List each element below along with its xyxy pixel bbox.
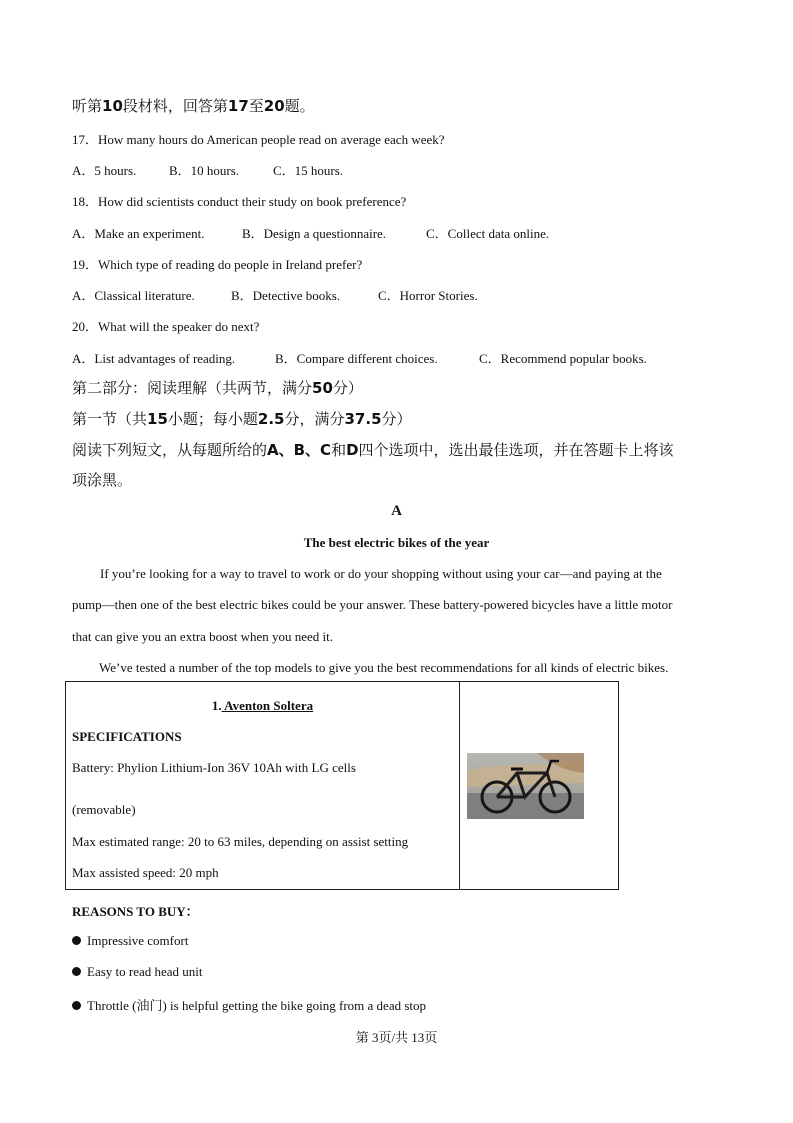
spec-speed: Max assisted speed: 20 mph (72, 865, 219, 880)
option-c[interactable]: C．15 hours. (273, 163, 344, 178)
list-item (72, 933, 188, 949)
paragraph-line: If you’re looking for a way to travel to work or do your shopping without using your car—and paying at the (100, 566, 662, 581)
instr-a: 阅读下列短文，从每题所给的 (72, 441, 268, 459)
spec-cell (66, 682, 460, 890)
page-footer: 第 3页/共 13页 (355, 1030, 438, 1045)
question-options (72, 348, 647, 367)
instr-b: A、B、C (267, 441, 332, 459)
part2-heading-c: 分） (332, 379, 363, 397)
list-item-text: Easy to read head unit (87, 964, 203, 979)
paragraph-line: pump—then one of the best electric bikes could be your answer. These battery-powered bicycles have a little motor (72, 597, 673, 612)
option-b[interactable]: B．Design a questionnaire. (242, 226, 387, 241)
instructions-line2: 项涂黑。 (72, 471, 133, 489)
intro-mid1: 段材料，回答第 (122, 97, 228, 115)
spec-battery: Battery: Phylion Lithium-Ion 36V 10Ah with LG cells (72, 760, 356, 775)
s1-g: 分） (381, 410, 412, 428)
bullet-icon (72, 936, 81, 945)
instr-d: D (346, 441, 359, 459)
part2-heading-a: 第二部分：阅读理解（共两节，满分 (72, 379, 313, 397)
question-stem: 18．How did scientists conduct their study on book preference? (72, 194, 407, 209)
question-options (72, 223, 549, 242)
intro-num3: 20 (263, 97, 285, 115)
s1-e: 分，满分 (284, 410, 345, 428)
spec-heading: SPECIFICATIONS (72, 729, 182, 744)
section-intro (72, 95, 315, 116)
option-a[interactable]: A．5 hours. (72, 163, 137, 178)
paragraph-line: We’ve tested a number of the top models to give you the best recommendations for all kinds of electric bikes. (99, 660, 669, 675)
question-stem: 17．How many hours do American people read on average each week? (72, 132, 445, 147)
passage-letter: A (391, 503, 402, 519)
instructions-line1 (72, 439, 674, 460)
option-b[interactable]: B．Compare different choices. (275, 351, 438, 366)
intro-mid2: 至 (248, 97, 264, 115)
bullet-icon (72, 1001, 81, 1010)
list-item-text: Impressive comfort (87, 933, 189, 948)
option-c[interactable]: C．Horror Stories. (378, 288, 478, 303)
question-options (72, 160, 343, 179)
passage-title: The best electric bikes of the year (303, 535, 490, 550)
instr-e: 四个选项中，选出最佳选项，并在答题卡上将该 (358, 441, 674, 459)
product-name: Aventon Soltera (221, 698, 314, 713)
product-title (66, 698, 459, 714)
list-item-text: Throttle (油门) is helpful getting the bike going from a dead stop (87, 998, 427, 1013)
spec-removable: (removable) (72, 802, 136, 817)
spec-table (65, 681, 619, 890)
list-item (72, 964, 203, 980)
s1-c: 小题；每小题 (167, 410, 258, 428)
option-c[interactable]: C．Recommend popular books. (479, 351, 647, 366)
question-stem: 19．Which type of reading do people in Ireland prefer? (72, 257, 363, 272)
s1-d: 2.5 (257, 410, 285, 428)
s1-b: 15 (147, 410, 168, 428)
option-a[interactable]: A．List advantages of reading. (72, 351, 236, 366)
question-options (72, 285, 478, 304)
list-item (72, 995, 426, 1014)
part2-heading-b: 50 (312, 379, 333, 397)
intro-prefix: 听第 (72, 97, 103, 115)
product-number: 1. (211, 698, 222, 713)
intro-num2: 17 (227, 97, 249, 115)
paragraph-line: that can give you an extra boost when you need it. (72, 629, 334, 644)
intro-suffix: 题。 (284, 97, 315, 115)
intro-num1: 10 (102, 97, 123, 115)
option-a[interactable]: A．Make an experiment. (72, 226, 205, 241)
instr-c: 和 (331, 441, 347, 459)
reasons-heading: REASONS TO BUY： (72, 904, 199, 919)
option-b[interactable]: B．Detective books. (231, 288, 341, 303)
option-b[interactable]: B．10 hours. (169, 163, 240, 178)
spec-range: Max estimated range: 20 to 63 miles, depending on assist setting (72, 834, 409, 849)
option-c[interactable]: C．Collect data online. (426, 226, 550, 241)
s1-f: 37.5 (344, 410, 382, 428)
option-a[interactable]: A．Classical literature. (72, 288, 195, 303)
bike-photo (467, 753, 584, 819)
image-cell (460, 682, 619, 890)
question-stem: 20．What will the speaker do next? (72, 319, 260, 334)
section1-heading (72, 408, 412, 429)
s1-a: 第一节（共 (72, 410, 148, 428)
part2-heading (72, 377, 363, 398)
bullet-icon (72, 967, 81, 976)
